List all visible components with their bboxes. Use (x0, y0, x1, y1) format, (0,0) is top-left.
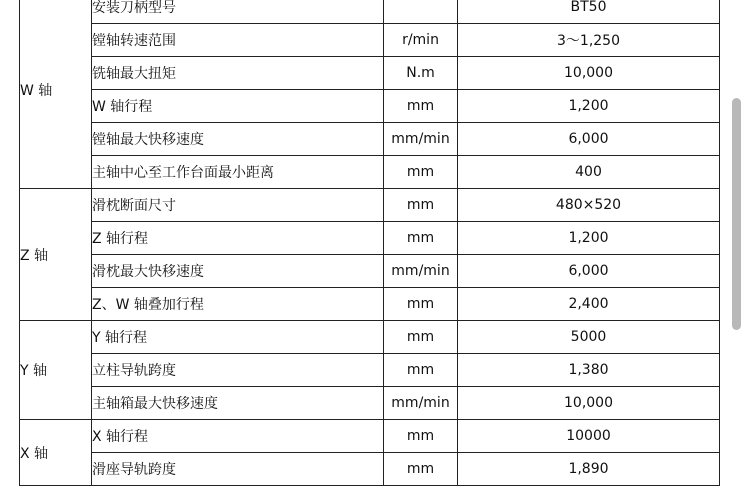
param-name: 主轴箱最大快移速度 (92, 387, 384, 420)
param-value: 480×520 (458, 189, 720, 222)
table-row (20, 288, 720, 321)
param-unit: N.m (384, 57, 458, 90)
param-unit: mm/min (384, 387, 458, 420)
param-name: 镗轴转速范围 (92, 24, 384, 57)
param-name: Z、W 轴叠加行程 (92, 288, 384, 321)
table-row (20, 57, 720, 90)
table-row (20, 90, 720, 123)
param-name: 滑座导轨跨度 (92, 453, 384, 486)
table-row (20, 255, 720, 288)
param-unit: r/min (384, 24, 458, 57)
param-value: 1,890 (458, 453, 720, 486)
table-row (20, 387, 720, 420)
spec-table (19, 0, 720, 486)
param-unit: mm (384, 90, 458, 123)
group-label-z-axis: Z 轴 (20, 189, 92, 321)
param-value: 10,000 (458, 57, 720, 90)
param-value: 6,000 (458, 255, 720, 288)
param-unit: mm (384, 288, 458, 321)
table-row (20, 123, 720, 156)
table-row (20, 453, 720, 486)
table-row (20, 189, 720, 222)
param-value: 10000 (458, 420, 720, 453)
param-unit: mm (384, 321, 458, 354)
param-value: 10,000 (458, 387, 720, 420)
param-value: 6,000 (458, 123, 720, 156)
group-label-w-axis: W 轴 (20, 0, 92, 189)
param-unit: mm (384, 453, 458, 486)
param-unit (384, 0, 458, 24)
param-name: 铣轴最大扭矩 (92, 57, 384, 90)
table-row (20, 321, 720, 354)
param-unit: mm/min (384, 123, 458, 156)
param-name: W 轴行程 (92, 90, 384, 123)
table-row (20, 0, 720, 24)
table-row (20, 24, 720, 57)
table-row (20, 354, 720, 387)
param-value: 5000 (458, 321, 720, 354)
table-row (20, 420, 720, 453)
param-value: 1,380 (458, 354, 720, 387)
param-name: Z 轴行程 (92, 222, 384, 255)
group-label-x-axis: X 轴 (20, 420, 92, 486)
group-label-y-axis: Y 轴 (20, 321, 92, 420)
param-unit: mm (384, 222, 458, 255)
param-name: 立柱导轨跨度 (92, 354, 384, 387)
param-value: 2,400 (458, 288, 720, 321)
vertical-scrollbar-thumb[interactable] (732, 98, 741, 330)
param-name: Y 轴行程 (92, 321, 384, 354)
table-row (20, 156, 720, 189)
param-value: 3～1,250 (458, 24, 720, 57)
param-name: 安装刀柄型号 (92, 0, 384, 24)
param-value: 1,200 (458, 90, 720, 123)
param-name: 主轴中心至工作台面最小距离 (92, 156, 384, 189)
param-name: X 轴行程 (92, 420, 384, 453)
param-name: 镗轴最大快移速度 (92, 123, 384, 156)
param-value: BT50 (458, 0, 720, 24)
table-row (20, 222, 720, 255)
param-unit: mm (384, 354, 458, 387)
param-value: 1,200 (458, 222, 720, 255)
param-value: 400 (458, 156, 720, 189)
param-name: 滑枕断面尺寸 (92, 189, 384, 222)
param-name: 滑枕最大快移速度 (92, 255, 384, 288)
param-unit: mm (384, 156, 458, 189)
param-unit: mm (384, 420, 458, 453)
param-unit: mm/min (384, 255, 458, 288)
param-unit: mm (384, 189, 458, 222)
